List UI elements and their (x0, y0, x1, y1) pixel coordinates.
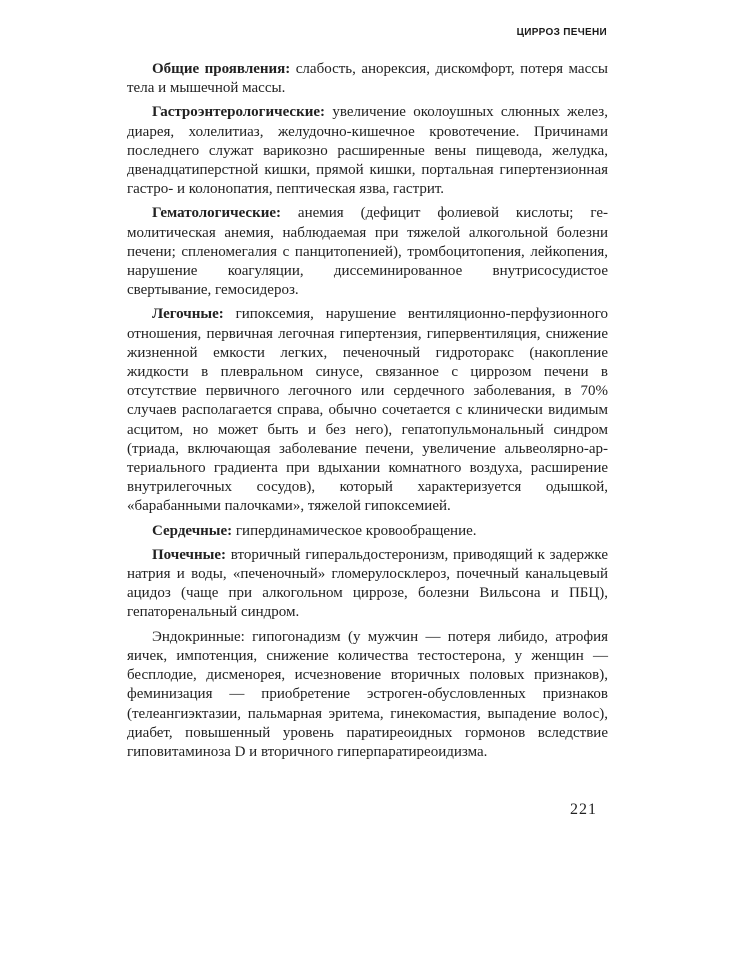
paragraph-gastro (127, 103, 608, 199)
running-header: ЦИРРОЗ ПЕЧЕНИ (516, 27, 607, 38)
text-pulmonary: гипоксемия, нарушение вентиляционно-перфузионного отношения, первичная легочная гипертензия, гипервентиляция, снижение жизненной емкости легких, печеночный гидроторакс (накопление жидкости в плевральном синусе, связанное с циррозом печени в отсутствие первичного легочного или сердечного заболевания, в 70% случаев располагается справа, обычно сочетается с клинически видимым асцитом, но может быть и без него), гепатопульмональный синдром (триада, включающая заболевание печени, увеличение альвеолярно-артериального градиента при вдыхании комнатного воздуха, расширение внутрилегочных сосудов), который характеризуется одышкой, «барабанными палочками», тяжелой гипоксемией. (127, 306, 608, 515)
text-endocrine: Эндокринные: гипогонадизм (у мужчин — потеря либидо, атрофия яичек, импотенция, снижение количества тестостерона, у женщин — бесплодие, дисменорея, исчезновение вторичных половых признаков), феминизация — приобретение эстроген-обусловленных признаков (телеангиэктазии, пальмарная эритема, гинекомастия, выпадение волос), диабет, повышенный уровень паратиреоидных гормонов вследствие гиповитаминоза D и вторичного гиперпаратиреоидизма. (127, 628, 608, 760)
paragraph-renal (127, 546, 608, 623)
text-gastro: увеличение околоушных слюнных желез, диарея, холелитиаз, желудочно-кишечное кровотечение. Причинами последнего служат варикозно расширенные вены пищевода, желудка, двенадцатиперстной кишки, прямой кишки, портальная гипертензионная гастро- и колонопатия, пептическая язва, гастрит. (127, 104, 608, 198)
paragraph-endocrine (127, 628, 608, 762)
term-pulmonary: Легочные: (152, 306, 224, 323)
term-cardiac: Сердечные: (152, 522, 233, 539)
term-general: Общие проявления: (152, 61, 291, 77)
text-renal: вторичный гиперальдостеронизм, приводящий к задержке натрия и воды, «печеночный» гломерулосклероз, почечный канальцевый ацидоз (чаще при алкогольном циррозе, болезни Вильсона и ПБЦ), гепаторенальный синдром. (127, 546, 608, 621)
text-hematologic: анемия (дефицит фолиевой кислоты; гемолитическая анемия, наблюдаемая при тяжелой алкогольной болезни печени; спленомегалия с панцитопенией), тромбоцитопения, лейкопения, нарушение коагуляции, диссеминированное внутрисосудистое свертывание, гемосидероз. (127, 205, 608, 299)
text-general: слабость, анорексия, дискомфорт, потеря массы тела и мышечной массы. (127, 61, 608, 97)
term-hematologic: Гематологические: (152, 205, 282, 222)
page-body (127, 60, 608, 762)
paragraph-pulmonary (127, 305, 608, 516)
paragraph-cardiac (127, 522, 608, 541)
text-cardiac: гипердинамическое кровообращение. (232, 522, 477, 539)
term-gastro: Гастроэнтерологические: (152, 104, 326, 121)
term-renal: Почечные: (152, 546, 226, 563)
paragraph-hematologic (127, 204, 608, 300)
page-number: 221 (570, 801, 597, 818)
paragraph-general (127, 60, 608, 98)
